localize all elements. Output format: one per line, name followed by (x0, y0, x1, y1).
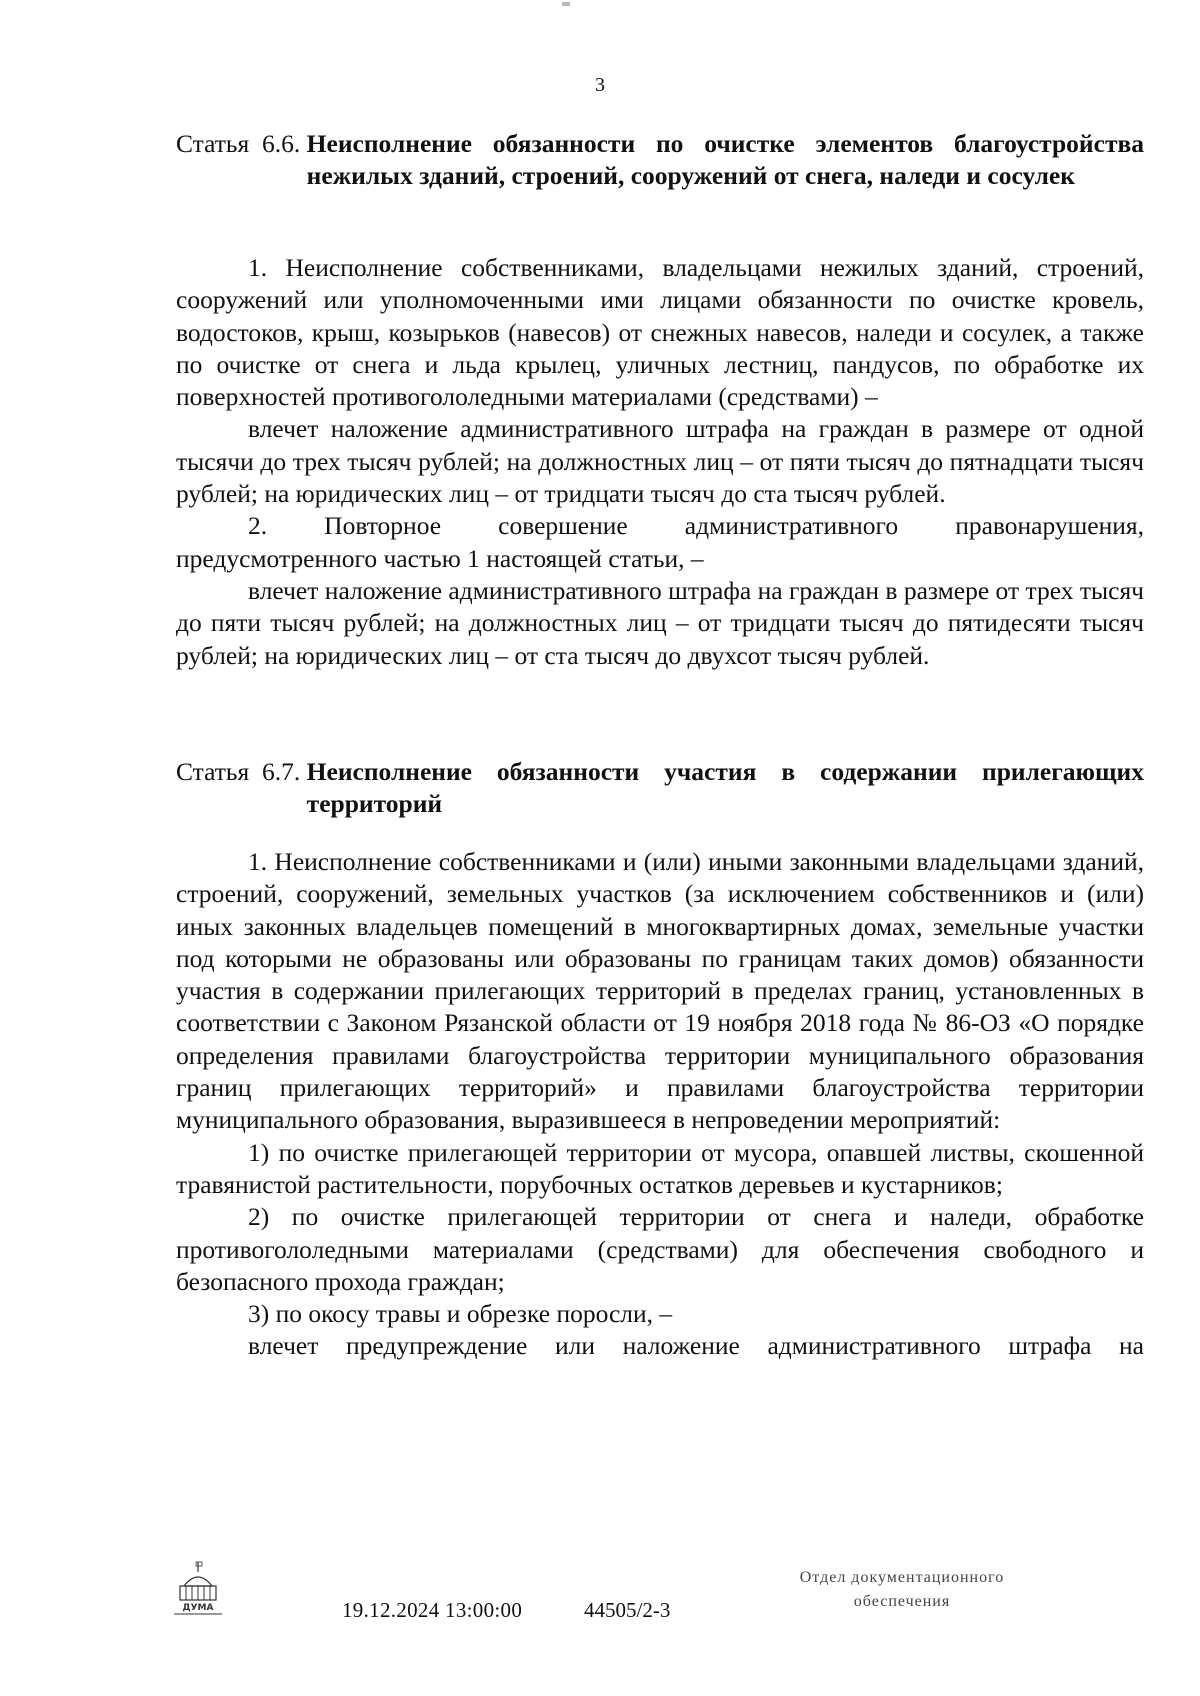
article-6-6-sanction-2: влечет наложение административного штрафа на граждан в размере от трех тысяч до пяти тысяч рублей; на должностных лиц – от тридцати тысяч до пятидесяти тысяч рублей; на юридических лиц – от ста тысяч до двухсот тысяч рублей. (176, 575, 1144, 670)
article-6-6-sanction-1: влечет наложение административного штрафа на граждан в размере от одной тысячи до трех тысяч рублей; на должностных лиц – от пяти тысяч до пятнадцати тысяч рублей; на юридических лиц – от тридцати тысяч до ста тысяч рублей. (176, 414, 1144, 509)
article-6-7-item-1: 1) по очистке прилегающей территории от мусора, опавшей листвы, скошенной травянистой растительности, порубочных остатков деревьев и кустарников; (176, 1137, 1144, 1199)
article-6-6-title: Неисполнение обязанности по очистке элементов благоустройства нежилых зданий, строений, сооружений от снега, наледи и сосулек (306, 129, 1144, 191)
stamp-line-2: обеспечения (853, 1593, 951, 1610)
footer-doc-number: 44505/2-3 (584, 1598, 671, 1622)
duma-logo-icon (170, 1560, 226, 1618)
page-number: 3 (595, 74, 605, 96)
article-6-7 (176, 756, 1144, 821)
article-6-7-header (176, 756, 1144, 821)
article-6-6-part-2: 2. Повторное совершение административного правонарушения, предусмотренного частью 1 настоящей статьи, – (176, 511, 1144, 573)
article-6-7-part-1: 1. Неисполнение собственниками и (или) иными законными владельцами зданий, строений, сооружений, земельных участков (за исключением собственников и (или) иных законных владельцев помещений в многоквартирных домах, земельные участки под которыми не образованы или образованы по границам таких домов) обязанности участия в содержании прилегающих территорий в пределах границ, установленных в соответствии с Законом Рязанской области от 19 ноября 2018 года № 86-ОЗ «О порядке определения правилами благоустройства территории муниципального образования границ прилегающих территорий» и правилами благоустройства территории муниципального образования, выразившееся в непроведении мероприятий: (176, 847, 1144, 1135)
scan-speck (562, 2, 570, 6)
article-6-6-body (176, 252, 1144, 672)
article-6-7-sanction: влечет предупреждение или наложение административного штрафа на (248, 1331, 1144, 1361)
footer (0, 1560, 1200, 1660)
article-6-6-part-1: 1. Неисполнение собственниками, владельцами нежилых зданий, строений, сооружений или уполномоченными ими лицами обязанности по очистке кровель, водостоков, крыш, козырьков (навесов) от снежных навесов, наледи и сосулек, а также по очистке от снега и льда крылец, уличных лестниц, пандусов, по обработке их поверхностей противогололедными материалами (средствами) – (176, 253, 1144, 412)
article-6-7-title: Неисполнение обязанности участия в содержании прилегающих территорий (306, 757, 1144, 819)
article-6-7-item-2: 2) по очистке прилегающей территории от снега и наледи, обработке противогололедными материалами (средствами) для обеспечения свободного и безопасного прохода граждан; (176, 1202, 1144, 1296)
article-6-6-label: Статья 6.6. (176, 129, 307, 158)
article-6-7-label: Статья 6.7. (176, 757, 307, 786)
article-6-6 (176, 128, 1144, 193)
article-6-6-header (176, 128, 1144, 193)
article-6-7-item-3: 3) по окосу травы и обрезке поросли, – (248, 1299, 673, 1329)
footer-datetime: 19.12.2024 13:00:00 (342, 1598, 523, 1622)
logo-text: ДУМА (182, 1603, 214, 1613)
article-6-7-body (176, 846, 1144, 1363)
footer-department-stamp (752, 1566, 1052, 1614)
stamp-line-1: Отдел документационного (799, 1569, 1005, 1586)
